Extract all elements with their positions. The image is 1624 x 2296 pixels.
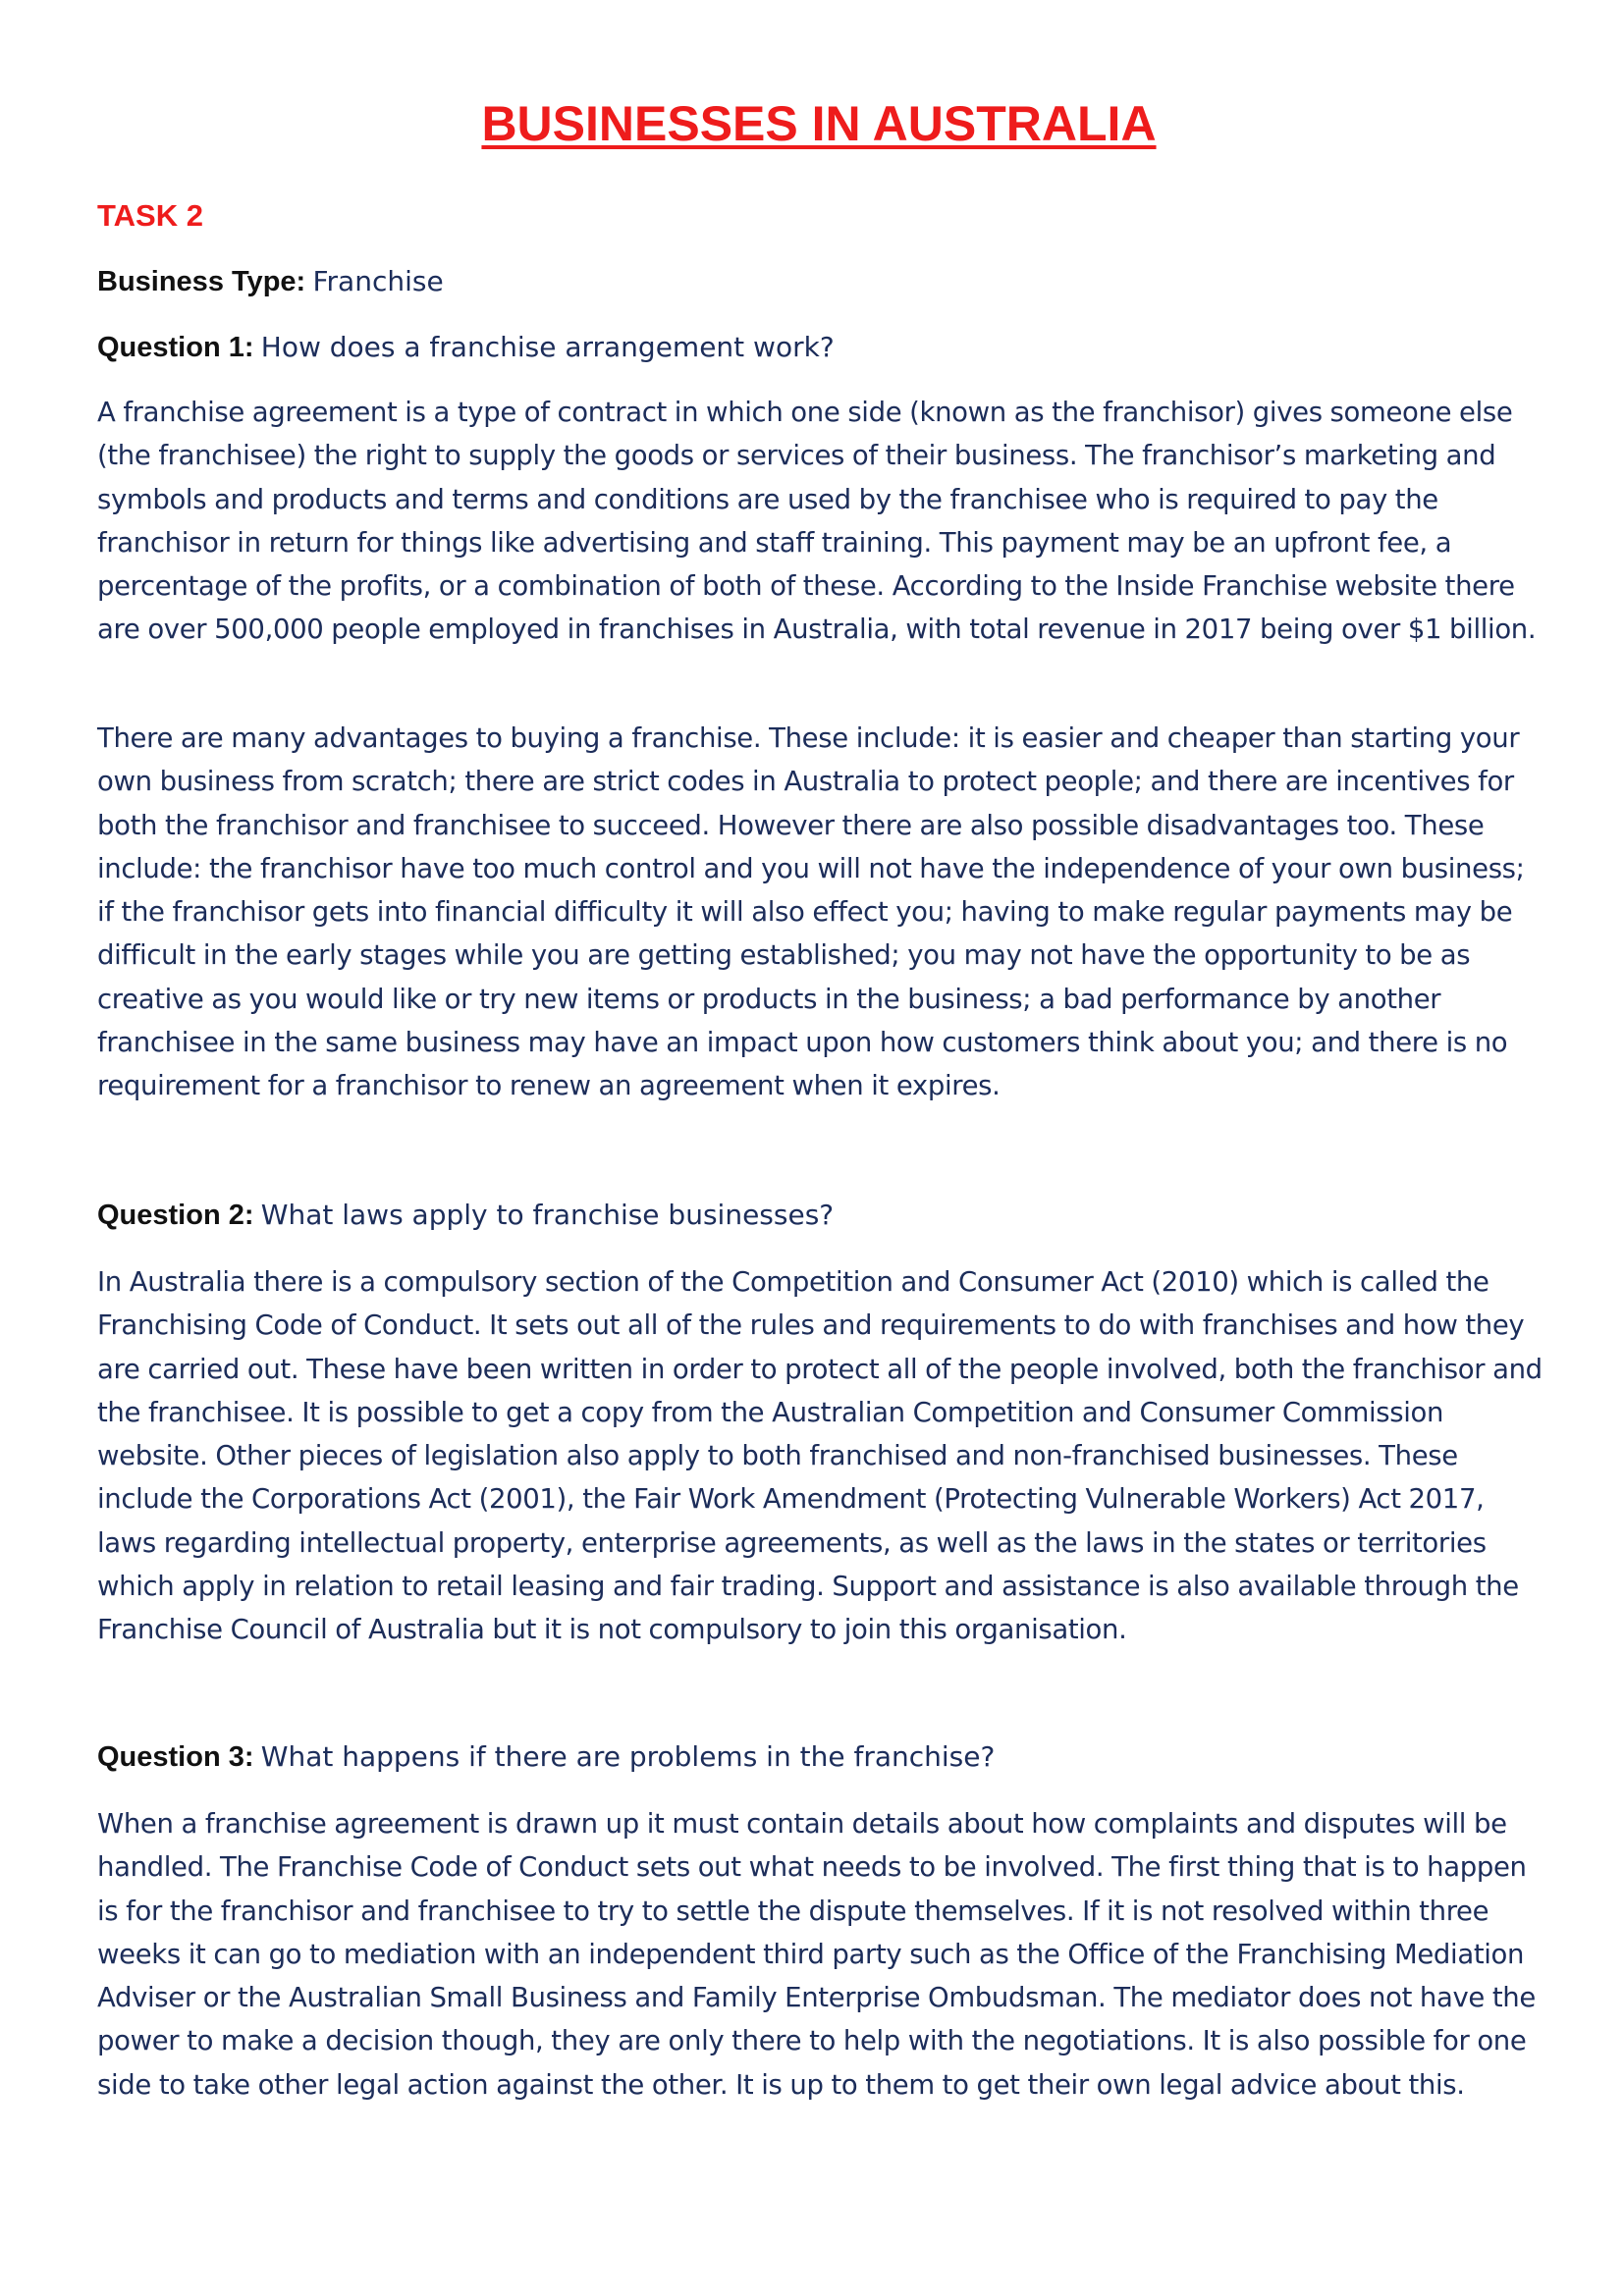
task-heading: TASK 2 (97, 198, 203, 233)
question-2-label: Question 2: (97, 1200, 254, 1231)
page-title-text: BUSINESSES IN AUSTRALIA (481, 96, 1157, 151)
question-2-line (97, 1196, 834, 1235)
question-1-text: How does a franchise arrangement work? (260, 331, 835, 363)
business-type-line (97, 262, 444, 301)
question-2-text: What laws apply to franchise businesses? (260, 1199, 835, 1231)
question-1-paragraph-1: A franchise agreement is a type of contract in which one side (known as the franchisor) gives someone else (the franchisee) the right to supply the goods or services of their business. The franchisor’s marketing and symbols and products and terms and conditions are used by the franchisee who is required to pay the franchisor in return for things like advertising and staff training. This payment may be an upfront fee, a percentage of the profits, or a combination of both of these. According to the Inside Franchise website there are over 500,000 people employed in franchises in Australia, with total revenue in 2017 being over $1 billion. (97, 397, 1537, 646)
question-3-line (97, 1737, 995, 1777)
page-title (97, 94, 1541, 153)
business-type-value: Franchise (312, 265, 444, 297)
question-1-line (97, 328, 835, 367)
business-type-label: Business Type: (97, 266, 306, 297)
question-3-label: Question 3: (97, 1741, 254, 1773)
question-3-paragraph-1: When a franchise agreement is drawn up it must contain details about how complaints and disputes will be handled. The Franchise Code of Conduct sets out what needs to be involved. The first thing that is to happen is for the franchisor and franchisee to try to settle the dispute themselves. If it is not resolved within three weeks it can go to mediation with an independent third party such as the Office of the Franchising Mediation Adviser or the Australian Small Business and Family Enterprise Ombudsman. The mediator does not have the power to make a decision though, they are only there to help with the negotiations. It is also possible for one side to take other legal action against the other. It is up to them to get their own legal advice about this. (97, 1808, 1536, 2101)
question-1-paragraph-2: There are many advantages to buying a franchise. These include: it is easier and cheaper than starting your own business from scratch; there are strict codes in Australia to protect people; and there are incentives for both the franchisor and franchisee to succeed. However there are also possible disadvantages too. These include: the franchisor have too much control and you will not have the independence of your own business; if the franchisor gets into financial difficulty it will also effect you; having to make regular payments may be difficult in the early stages while you are getting established; you may not have the opportunity to be as creative as you would like or try new items or products in the business; a bad performance by another franchisee in the same business may have an impact upon how customers think about you; and there is no requirement for a franchisor to renew an agreement when it expires. (97, 722, 1525, 1102)
question-3-text: What happens if there are problems in the franchise? (260, 1740, 996, 1773)
question-1-label: Question 1: (97, 332, 254, 363)
question-2-paragraph-1: In Australia there is a compulsory section of the Competition and Consumer Act (2010) which is called the Franchising Code of Conduct. It sets out all of the rules and requirements to do with franchises and how they are carried out. These have been written in order to protect all of the people involved, both the franchisor and the franchisee. It is possible to get a copy from the Australian Competition and Consumer Commission website. Other pieces of legislation also apply to both franchised and non-franchised businesses. These include the Corporations Act (2001), the Fair Work Amendment (Protecting Vulnerable Workers) Act 2017, laws regarding intellectual property, enterprise agreements, as well as the laws in the states or territories which apply in relation to retail leasing and fair trading. Support and assistance is also available through the Franchise Council of Australia but it is not compulsory to join this organisation. (97, 1266, 1543, 1646)
